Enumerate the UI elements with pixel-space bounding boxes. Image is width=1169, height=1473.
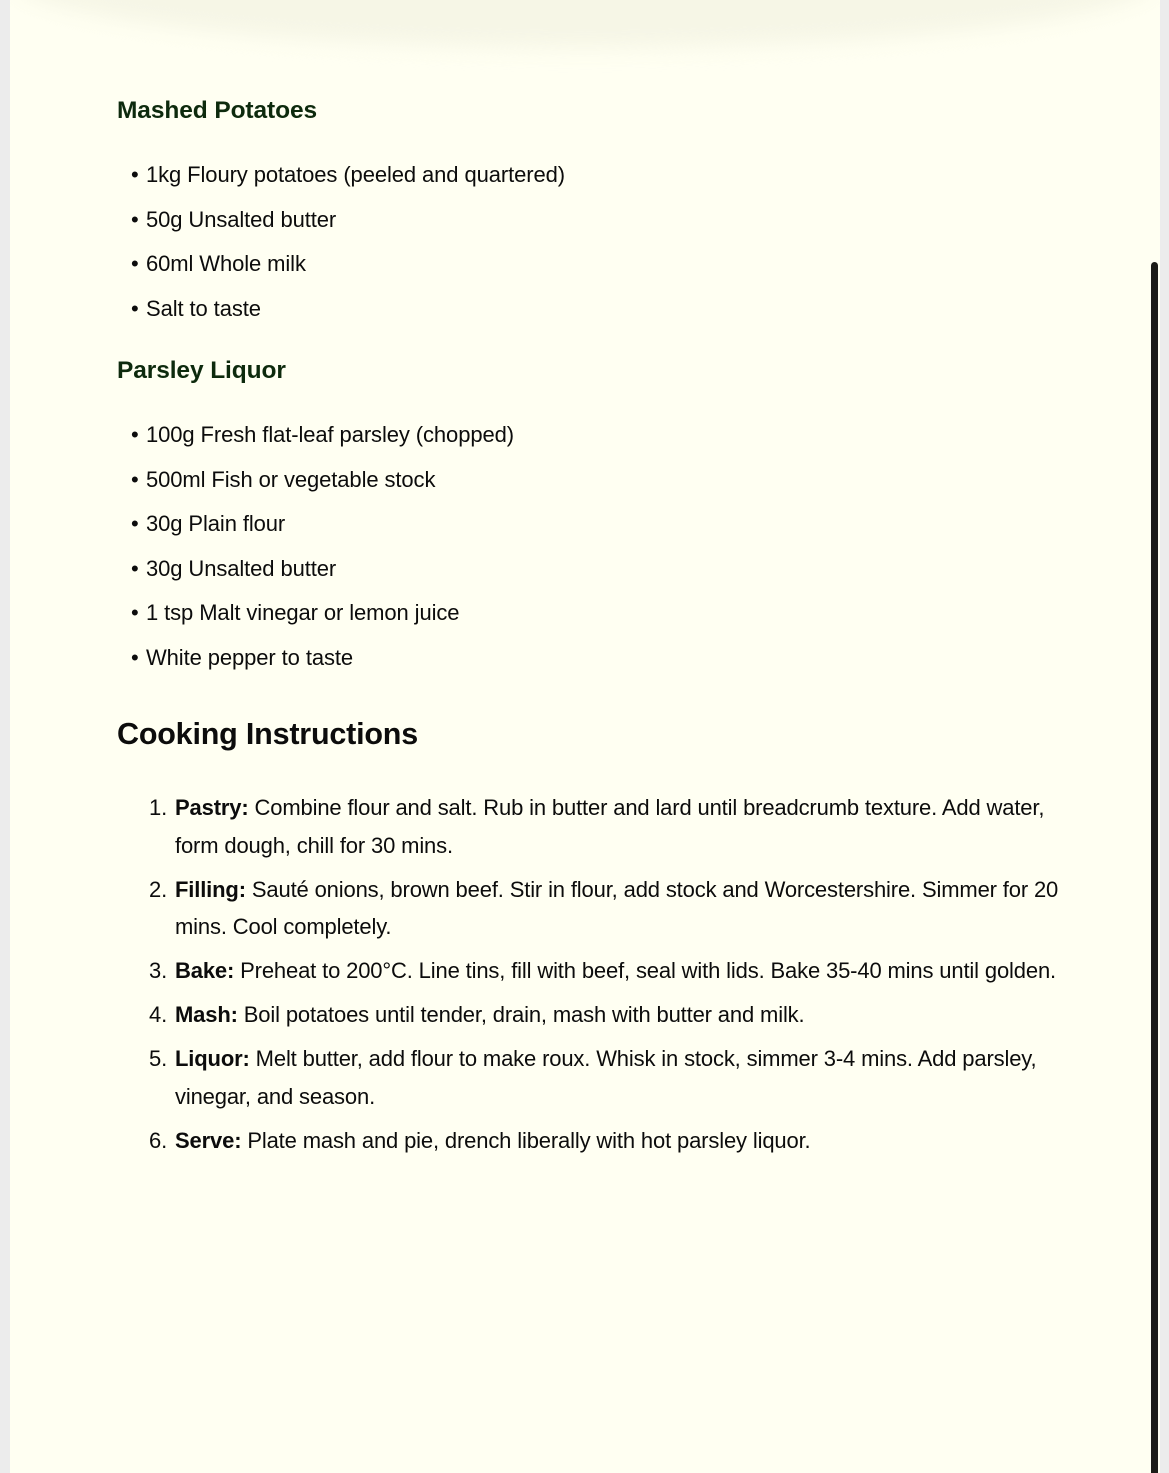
step-text: Plate mash and pie, drench liberally with hot parsley liquor. (241, 1127, 811, 1153)
ingredient-item: • 30g Plain flour (131, 513, 1031, 558)
step-item (117, 789, 1077, 864)
step-number: 4. (149, 1002, 168, 1028)
step-number: 5. (149, 1046, 168, 1072)
step-item (117, 1040, 1077, 1115)
vertical-scrollbar[interactable] (1151, 262, 1158, 1473)
step-number: 2. (149, 876, 168, 902)
step-text: Sauté onions, brown beef. Stir in flour, add stock and Worcestershire. Simmer for 20 mins. Cool completely. (175, 876, 1059, 940)
cooking-instructions-heading: Cooking Instructions (117, 717, 419, 751)
ingredient-item: • 1 tsp Malt vinegar or lemon juice (131, 602, 1031, 647)
ingredient-item: • 500ml Fish or vegetable stock (131, 469, 1031, 514)
ingredient-item: • 30g Unsalted butter (131, 558, 1031, 603)
cooking-steps-list (117, 789, 1077, 1166)
ingredient-item: • Salt to taste (131, 298, 1031, 343)
ingredient-item: • White pepper to taste (131, 647, 1031, 692)
top-fade-shadow (10, 0, 1160, 48)
step-label: Serve: (175, 1127, 242, 1153)
step-label: Mash: (175, 1002, 238, 1028)
step-label: Liquor: (175, 1046, 250, 1072)
step-item (117, 1122, 1077, 1160)
step-number: 1. (149, 795, 168, 820)
step-item (117, 996, 1077, 1034)
step-number: 3. (149, 958, 168, 984)
step-text: Boil potatoes until tender, drain, mash with butter and milk. (237, 1002, 805, 1028)
step-text: Melt butter, add flour to make roux. Whisk in stock, simmer 3-4 mins. Add parsley, vinegar, and season. (175, 1046, 1037, 1109)
step-label: Pastry: (175, 795, 249, 820)
step-item (117, 952, 1077, 990)
step-label: Bake: (175, 958, 235, 984)
parsley-liquor-ingredient-list (131, 424, 1031, 692)
step-item (117, 871, 1077, 946)
ingredient-item: • 1kg Floury potatoes (peeled and quartered) (131, 164, 1031, 209)
step-text: Combine flour and salt. Rub in butter and lard until breadcrumb texture. Add water, form dough, chill for 30 mins. (175, 795, 1045, 858)
step-text: Preheat to 200°C. Line tins, fill with beef, seal with lids. Bake 35-40 mins until golden. (234, 958, 1056, 984)
parsley-liquor-heading: Parsley Liquor (117, 357, 286, 384)
ingredient-item: • 60ml Whole milk (131, 253, 1031, 298)
step-label: Filling: (175, 876, 246, 902)
ingredient-item: • 50g Unsalted butter (131, 209, 1031, 254)
ingredient-item: • 100g Fresh flat-leaf parsley (chopped) (131, 424, 1031, 469)
step-number: 6. (149, 1127, 168, 1153)
mashed-potatoes-heading: Mashed Potatoes (117, 97, 317, 124)
mashed-potatoes-ingredient-list (131, 164, 1031, 342)
recipe-page (10, 0, 1160, 1473)
